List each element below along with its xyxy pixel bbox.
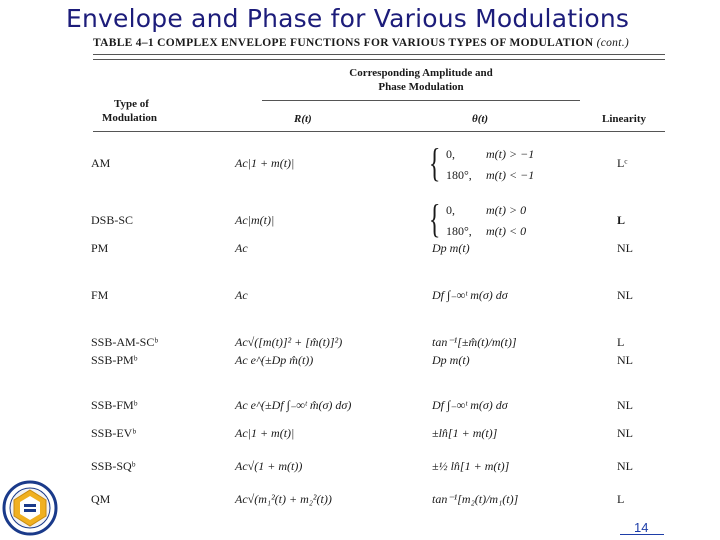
table-caption <box>93 37 629 49</box>
page-number-rule <box>620 534 664 535</box>
row-ssbfm-lin: NL <box>617 398 633 412</box>
row-am-lin: Lᶜ <box>617 156 628 170</box>
row-dsbsc-phase-cases <box>446 200 526 242</box>
row-qm-amp: Ac√(m₁²(t) + m₂²(t)) <box>235 492 332 506</box>
row-am-cond1: m(t) > −1 <box>486 147 535 161</box>
row-fm-lin: NL <box>617 288 633 302</box>
slide-title: Envelope and Phase for Various Modulations <box>66 4 630 33</box>
row-ssbamsc-lin: L <box>617 335 625 349</box>
group-header-line1: Corresponding Amplitude and <box>349 67 493 79</box>
table-top-rule-2 <box>93 59 665 60</box>
row-ssbsq-amp: Ac√(1 + m(t)) <box>235 459 303 473</box>
row-dsbsc-cond1: m(t) > 0 <box>486 203 527 217</box>
row-am-amp: Ac|1 + m(t)| <box>235 156 295 170</box>
row-dsbsc-phase2: 180°, <box>446 224 472 238</box>
row-fm-mod: FM <box>91 288 109 302</box>
row-dsbsc-amp: Ac|m(t)| <box>235 213 275 227</box>
row-ssbpm-lin: NL <box>617 353 633 367</box>
row-ssbsq-phase: ±½ ln̂[1 + m(t)] <box>432 459 510 473</box>
row-ssbpm-phase: Dp m(t) <box>432 353 470 367</box>
row-ssbfm-mod: SSB-FMᵇ <box>91 398 138 412</box>
row-dsbsc-lin: L <box>617 213 626 227</box>
row-ssbamsc-amp: Ac√([m(t)]² + [m̂(t)]²) <box>235 335 343 349</box>
row-ssbpm-mod: SSB-PMᵇ <box>91 353 138 367</box>
row-am-phase2: 180°, <box>446 168 472 182</box>
row-ssbev-lin: NL <box>617 426 633 440</box>
row-pm-amp: Ac <box>235 241 248 255</box>
row-ssbev-amp: Ac|1 + m(t)| <box>235 426 295 440</box>
row-ssbamsc-mod: SSB-AM-SCᵇ <box>91 335 159 349</box>
university-logo-icon <box>2 480 58 536</box>
row-ssbfm-phase: Df ∫₋∞ᵗ m(σ) dσ <box>432 398 508 412</box>
col-amplitude-header: R(t) <box>294 113 312 125</box>
group-header-line2: Phase Modulation <box>378 81 464 93</box>
row-pm-phase: Dp m(t) <box>432 241 470 255</box>
row-dsbsc-cond2: m(t) < 0 <box>486 224 527 238</box>
row-pm-mod: PM <box>91 241 109 255</box>
row-ssbsq-lin: NL <box>617 459 633 473</box>
table-top-rule <box>93 54 665 55</box>
row-qm-mod: QM <box>91 492 111 506</box>
col-linearity-header: Linearity <box>602 113 646 125</box>
row-ssbfm-amp: Ac e^(±Df ∫₋∞ᵗ m̂(σ) dσ) <box>235 398 352 412</box>
row-fm-phase: Df ∫₋∞ᵗ m(σ) dσ <box>432 288 508 302</box>
row-am-phase-cases <box>446 144 534 186</box>
row-ssbev-mod: SSB-EVᵇ <box>91 426 137 440</box>
row-am-cond2: m(t) < −1 <box>486 168 535 182</box>
col-type-line1: Type of <box>114 98 149 110</box>
col-type-header <box>102 97 158 125</box>
group-header-rule <box>262 100 580 101</box>
table-caption-cont: (cont.) <box>596 37 629 49</box>
row-dsbsc-brace: { <box>428 196 441 241</box>
row-ssbamsc-phase: tan⁻¹[±m̂(t)/m(t)] <box>432 335 517 349</box>
row-ssbev-phase: ±ln̂[1 + m(t)] <box>432 426 498 440</box>
row-dsbsc-mod: DSB-SC <box>91 213 134 227</box>
row-am-mod: AM <box>91 156 111 170</box>
row-am-phase1: 0, <box>446 147 455 161</box>
group-header <box>262 66 580 94</box>
header-bottom-rule <box>93 131 665 132</box>
row-fm-amp: Ac <box>235 288 248 302</box>
page-number: 14 <box>634 520 649 535</box>
row-am-brace: { <box>428 140 441 185</box>
row-qm-phase: tan⁻¹[m₂(t)/m₁(t)] <box>432 492 519 506</box>
col-phase-header: θ(t) <box>472 113 489 125</box>
table-caption-text: TABLE 4–1 COMPLEX ENVELOPE FUNCTIONS FOR VARIOUS TYPES OF MODULATION <box>93 37 594 49</box>
row-ssbpm-amp: Ac e^(±Dp m̂(t)) <box>235 353 314 367</box>
row-pm-lin: NL <box>617 241 633 255</box>
col-type-line2: Modulation <box>102 112 158 124</box>
row-ssbsq-mod: SSB-SQᵇ <box>91 459 136 473</box>
row-dsbsc-phase1: 0, <box>446 203 455 217</box>
row-qm-lin: L <box>617 492 625 506</box>
